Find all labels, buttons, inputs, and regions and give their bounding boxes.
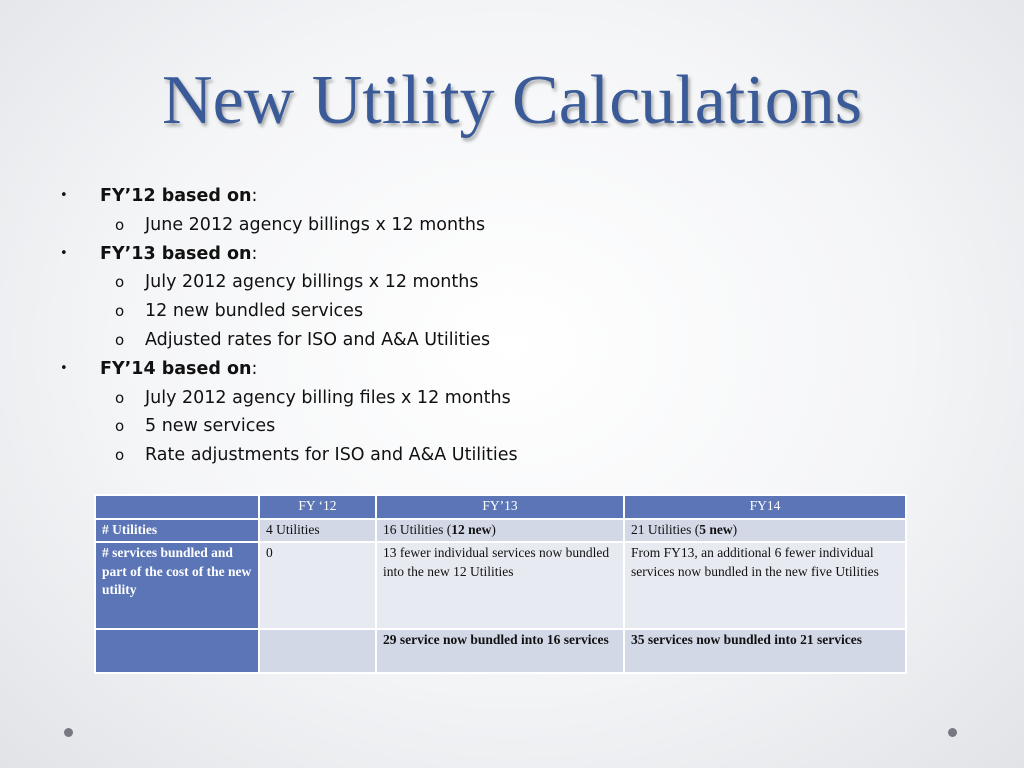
sub-bullet-text: Rate adjustments for ISO and A&A Utilities: [145, 445, 518, 466]
sub-bullet-item: [0, 211, 1024, 240]
bullet-list: [0, 182, 1024, 470]
sub-bullet-item: [0, 268, 1024, 297]
sub-bullet-glyph: o: [115, 302, 125, 321]
sub-bullet-item: [0, 297, 1024, 326]
cell-text: ): [491, 521, 496, 537]
slide-decoration-dot-left: [64, 728, 73, 737]
table-cell: 35 services now bundled into 21 services: [624, 629, 906, 673]
utility-comparison-table: [94, 494, 907, 674]
table-row: [95, 629, 906, 673]
table-header-row: [95, 495, 906, 519]
row-label-services-bundled: # services bundled and part of the cost of the new utility: [95, 542, 259, 629]
sub-bullet-glyph: o: [115, 330, 125, 349]
cell-text: ): [732, 521, 738, 537]
bullet-colon: :: [251, 186, 258, 206]
header-cell-fy12: FY ‘12: [259, 495, 376, 519]
row-label-utilities: # Utilities: [95, 519, 259, 543]
sub-bullet-glyph: o: [115, 388, 125, 407]
sub-bullet-text: 12 new bundled services: [145, 301, 364, 322]
sub-bullet-glyph: o: [115, 446, 125, 465]
bullet-glyph: •: [60, 245, 68, 261]
table-row: [95, 542, 906, 629]
sub-bullet-glyph: o: [115, 273, 125, 292]
bullet-lead: FY’14 based on: [100, 358, 252, 379]
header-cell-blank: [95, 495, 259, 519]
table-cell: 13 fewer individual services now bundled into the new 12 Utilities: [376, 542, 624, 629]
sub-bullet-text: Adjusted rates for ISO and A&A Utilities: [145, 329, 491, 350]
cell-text: 21 Utilities (: [631, 521, 700, 537]
bullet-item-fy14: [0, 355, 1024, 384]
slide-decoration-dot-right: [948, 728, 957, 737]
header-cell-fy14: FY14: [624, 495, 906, 519]
sub-bullet-glyph: o: [115, 215, 125, 234]
sub-bullet-item: [0, 326, 1024, 355]
sub-bullet-item: [0, 384, 1024, 413]
table-row: [95, 519, 906, 543]
table-cell: 4 Utilities: [259, 519, 376, 543]
bullet-glyph: •: [60, 360, 68, 376]
table-cell: From FY13, an additional 6 fewer individual services now bundled in the new five Utilities: [624, 542, 906, 629]
table-cell: 29 service now bundled into 16 services: [376, 629, 624, 673]
table-cell: [259, 629, 376, 673]
table-cell: 0: [259, 542, 376, 629]
table-cell: [376, 519, 624, 543]
sub-bullet-text: July 2012 agency billing files x 12 months: [145, 387, 511, 408]
sub-bullet-item: [0, 441, 1024, 470]
header-cell-fy13: FY’13: [376, 495, 624, 519]
bullet-item-fy13: [0, 240, 1024, 269]
row-label-blank: [95, 629, 259, 673]
sub-bullet-item: [0, 412, 1024, 441]
bullet-item-fy12: [0, 182, 1024, 211]
bullet-colon: :: [251, 358, 258, 379]
cell-bold-text: 12 new: [451, 521, 492, 537]
sub-bullet-glyph: o: [115, 417, 125, 436]
bullet-glyph: •: [60, 188, 68, 203]
cell-bold-text: 5 new: [699, 521, 733, 537]
table-cell: [624, 519, 906, 543]
cell-text: 16 Utilities (: [383, 521, 452, 537]
bullet-lead: FY’13 based on: [100, 243, 252, 264]
bullet-colon: :: [251, 243, 258, 264]
slide-title: New Utility Calculations: [162, 62, 862, 139]
sub-bullet-text: July 2012 agency billings x 12 months: [145, 272, 479, 293]
sub-bullet-text: June 2012 agency billings x 12 months: [145, 214, 486, 235]
bullet-lead: FY’12 based on: [100, 186, 252, 206]
sub-bullet-text: 5 new services: [145, 416, 276, 437]
